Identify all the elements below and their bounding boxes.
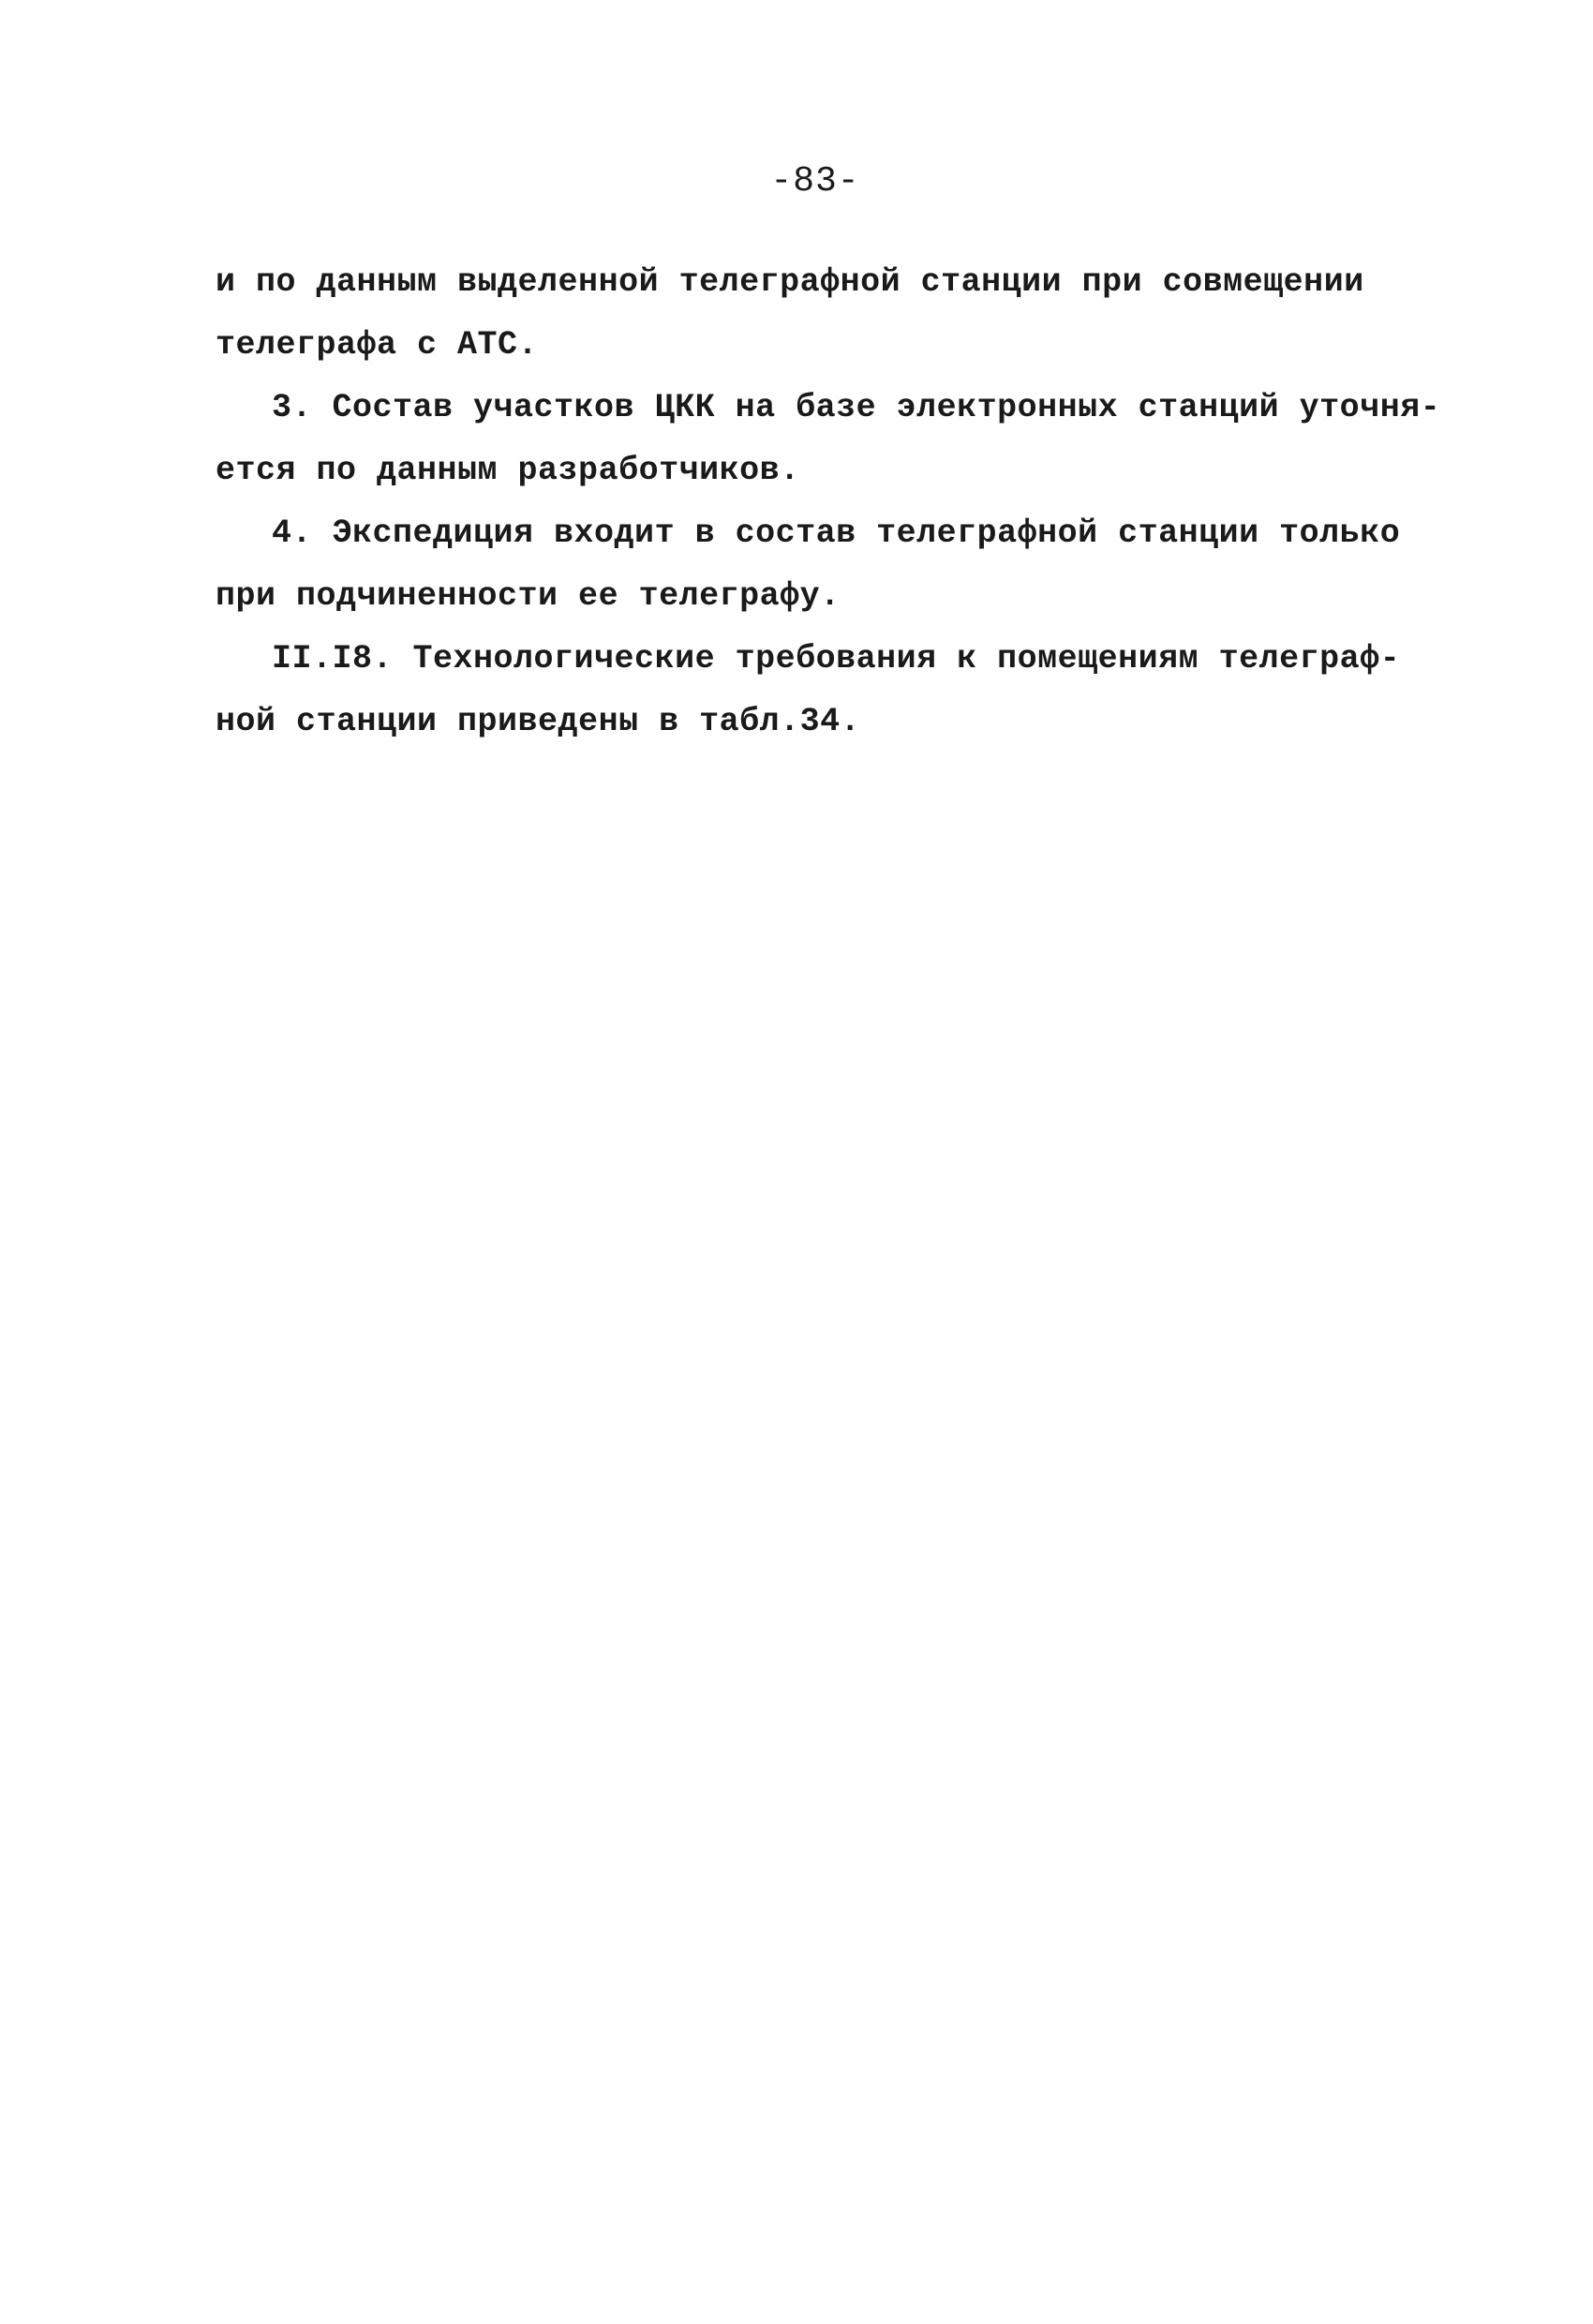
document-body xyxy=(216,251,1441,753)
text-line-8: ной станции приведены в табл.34. xyxy=(216,703,861,740)
text-line-2: телеграфа с АТС. xyxy=(216,326,539,364)
text-line-1: и по данным выделенной телеграфной станции при совмещении xyxy=(216,263,1364,301)
page-number: -83- xyxy=(770,161,860,201)
text-line-6: при подчиненности ее телеграфу. xyxy=(216,577,841,615)
text-line-4: ется по данным разработчиков. xyxy=(216,452,800,489)
text-line-3: 3. Состав участков ЦКК на базе электронных станций уточня- xyxy=(272,389,1441,426)
text-line-5: 4. Экспедиция входит в состав телеграфной станции только xyxy=(272,514,1401,552)
text-line-7: II.I8. Технологические требования к помещениям телеграф- xyxy=(272,640,1401,678)
